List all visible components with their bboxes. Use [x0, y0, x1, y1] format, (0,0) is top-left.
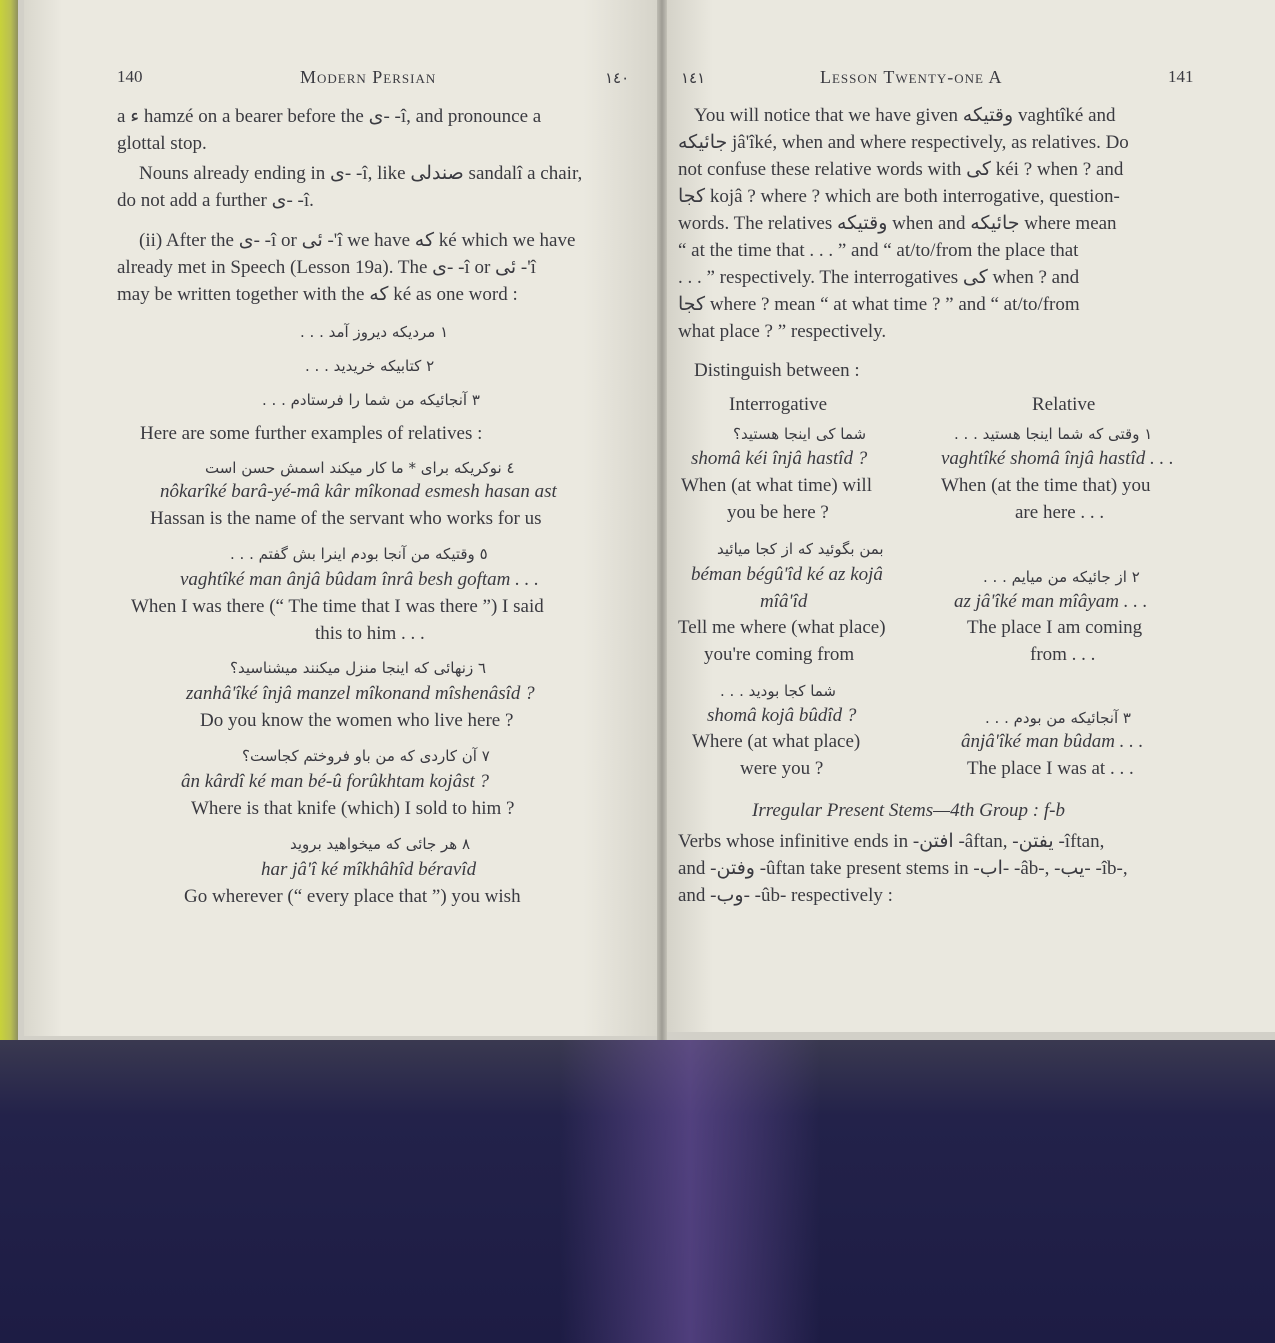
body-line: may be written together with the که ké as one word : [117, 284, 518, 305]
interrogative-transliteration: shomâ kojâ bûdîd ? [707, 705, 857, 726]
relative-transliteration: vaghtîké shomâ înjâ hastîd . . . [941, 448, 1174, 469]
left-running-title: Modern Persian [300, 67, 437, 87]
interrogative-translation: Tell me where (what place) [678, 617, 886, 638]
example-persian: ٤ نوکریکه برای * ما کار میکند اسمش حسن است [205, 459, 515, 477]
interrogative-persian: شما کی اینجا هستید؟ [733, 425, 867, 443]
persian-example: ٢ کتابیکه خریدید . . . [305, 357, 435, 375]
right-persian-page-number: ١٤١ [681, 69, 706, 87]
interrogative-persian: بمن بگوئید که از کجا میائید [717, 540, 884, 558]
body-line: and -وب- -ûb- respectively : [678, 885, 893, 906]
body-line: You will notice that we have given وقتیکه vaghtîké and [694, 105, 1116, 126]
body-line: . . . ” respectively. The interrogatives کی when ? and [678, 267, 1080, 288]
right-running-title: Lesson Twenty-one A [820, 67, 1003, 87]
irregular-stems-heading: Irregular Present Stems—4th Group : f-b [752, 800, 1065, 821]
body-line: glottal stop. [117, 133, 207, 154]
book-gutter [657, 0, 667, 1040]
example-translation: Do you know the women who live here ? [200, 710, 514, 731]
relative-translation: The place I am coming [967, 617, 1143, 638]
example-translation: Where is that knife (which) I sold to him ? [191, 798, 515, 819]
relative-translation: from . . . [1030, 644, 1096, 665]
example-transliteration: har jâ'î ké mîkhâhîd béravîd [261, 859, 477, 880]
body-line: Nouns already ending in ی- -î, like صندلی sandalî a chair, [139, 163, 583, 184]
body-line: کجا where ? mean “ at what time ? ” and “ at/to/from [678, 294, 1080, 315]
example-transliteration: zanhâ'îké înjâ manzel mîkonand mîshenâsîd ? [186, 683, 535, 704]
relative-persian: ٣ آنجائیکه من بودم . . . [985, 709, 1131, 727]
interrogative-translation: you be here ? [727, 502, 829, 523]
body-line: کجا kojâ ? where ? which are both interrogative, question- [678, 186, 1120, 207]
relative-translation: The place I was at . . . [967, 758, 1134, 779]
example-transliteration: nôkarîké barâ-yé-mâ kâr mîkonad esmesh hasan ast [160, 481, 557, 502]
interrogative-persian: شما کجا بودید . . . [720, 682, 837, 700]
cover-edge [0, 0, 18, 1040]
relative-transliteration: ânjâ'îké man bûdam . . . [961, 731, 1144, 752]
body-line: Verbs whose infinitive ends in -افتن -âftan, -یفتن -îftan, [678, 831, 1105, 852]
example-persian: ٥ وقتیکه من آنجا بودم اینرا بش گفتم . . . [230, 545, 488, 563]
example-translation: When I was there (“ The time that I was there ”) I said [131, 596, 544, 617]
example-persian: ٦ زنهائی که اینجا منزل میکنند میشناسید؟ [230, 659, 487, 677]
example-translation: this to him . . . [315, 623, 425, 644]
scanner-background [0, 1040, 1275, 1343]
interrogative-translation: Where (at what place) [692, 731, 861, 752]
body-line: words. The relatives وقتیکه when and جائیکه where mean [678, 213, 1117, 234]
example-persian: ٨ هر جائی که میخواهید بروید [290, 835, 471, 853]
body-line: “ at the time that . . . ” and “ at/to/from the place that [678, 240, 1079, 261]
persian-example: ١ مردیکه دیروز آمد . . . [300, 323, 449, 341]
example-transliteration: ân kârdî ké man bé-û forûkhtam kojâst ? [181, 771, 489, 792]
relative-transliteration: az jâ'îké man mîâyam . . . [954, 591, 1148, 612]
relative-column-header: Relative [1032, 394, 1096, 415]
body-line: already met in Speech (Lesson 19a). The ی- -î or ئی -'î [117, 257, 536, 278]
distinguish-label: Distinguish between : [694, 360, 860, 381]
interrogative-transliteration: shomâ kéi înjâ hastîd ? [691, 448, 868, 469]
right-page-number: 141 [1168, 67, 1194, 86]
left-page-number: 140 [117, 67, 143, 86]
scan-artifact-band [560, 1040, 820, 1343]
example-transliteration: vaghtîké man ânjâ bûdam înrâ besh goftam . . . [180, 569, 539, 590]
further-examples-intro: Here are some further examples of relatives : [140, 423, 483, 444]
left-persian-page-number: ١٤٠ [605, 69, 630, 87]
example-translation: Go wherever (“ every place that ”) you wish [184, 886, 521, 907]
interrogative-translation: you're coming from [704, 644, 855, 665]
example-persian: ٧ آن کاردی که من باو فروختم کجاست؟ [242, 747, 490, 765]
body-line: not confuse these relative words with کی kéi ? when ? and [678, 159, 1124, 180]
body-line: جائیکه jâ'îké, when and where respectively, as relatives. Do [678, 132, 1129, 153]
body-line: a ء hamzé on a bearer before the ی- -î, and pronounce a [117, 106, 542, 127]
interrogative-transliteration: mîâ'îd [760, 591, 808, 612]
relative-translation: When (at the time that) you [941, 475, 1151, 496]
interrogative-column-header: Interrogative [729, 394, 828, 415]
example-translation: Hassan is the name of the servant who works for us [150, 508, 542, 529]
relative-persian: ٢ از جائیکه من میایم . . . [983, 568, 1140, 586]
body-line: what place ? ” respectively. [678, 321, 887, 342]
persian-example: ٣ آنجائیکه من شما را فرستادم . . . [262, 391, 480, 409]
interrogative-translation: were you ? [740, 758, 824, 779]
interrogative-translation: When (at what time) will [681, 475, 872, 496]
body-line: (ii) After the ی- -î or ئی -'î we have که ké which we have [139, 230, 576, 251]
interrogative-transliteration: béman bégû'îd ké az kojâ [691, 564, 883, 585]
relative-translation: are here . . . [1015, 502, 1105, 523]
body-line: and -وفتن -ûftan take present stems in -اب- -âb-, -یب- -îb-, [678, 858, 1128, 879]
body-line: do not add a further ی- -î. [117, 190, 314, 211]
relative-persian: ١ وقتی که شما اینجا هستید . . . [954, 425, 1153, 443]
